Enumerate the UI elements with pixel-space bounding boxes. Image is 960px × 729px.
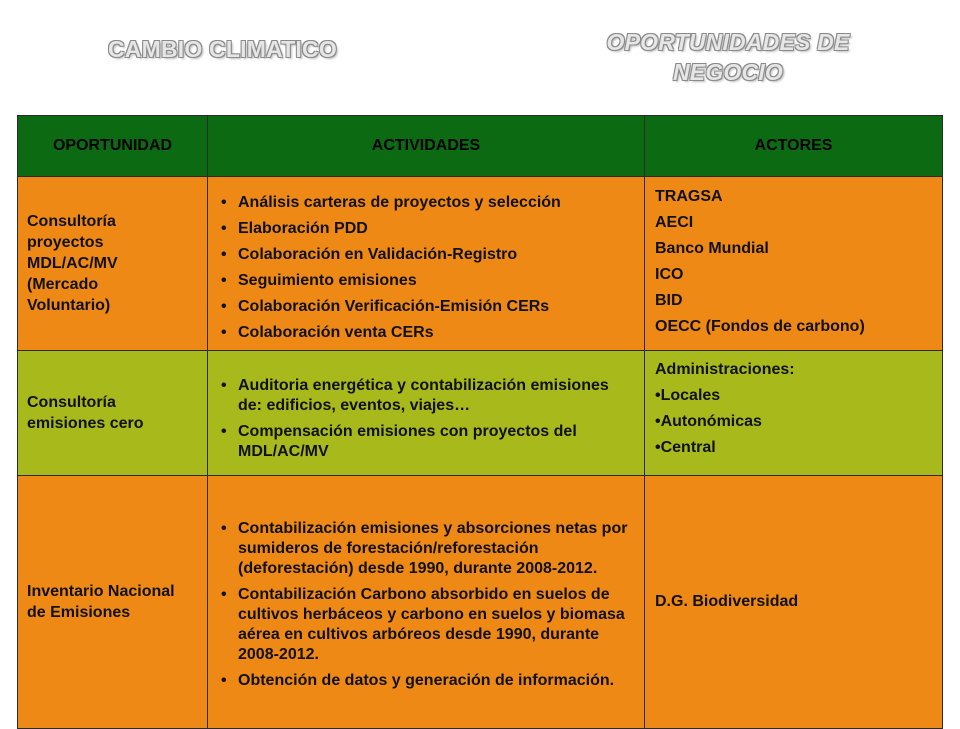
actor-item: Administraciones: — [655, 361, 795, 378]
opportunity-line: (Mercado — [27, 276, 99, 293]
activity-item: • Seguimiento emisiones — [220, 271, 636, 291]
opportunities-table — [17, 115, 943, 729]
column-header-actors: ACTORES — [645, 116, 943, 177]
actors-cell — [645, 351, 943, 476]
opportunity-cell — [18, 351, 208, 476]
subtitle-line-1: OPORTUNIDADES DE — [606, 29, 850, 55]
actor-item: TRAGSA — [655, 188, 723, 205]
table-row — [18, 476, 943, 729]
opportunity-line: de Emisiones — [27, 604, 131, 621]
opportunity-line: MDL/AC/MV — [27, 255, 118, 272]
opportunity-line: proyectos — [27, 234, 104, 251]
page-title: CAMBIO CLIMATICO — [108, 36, 337, 62]
opportunity-line: Voluntario) — [27, 297, 111, 314]
actor-item: ICO — [655, 266, 684, 283]
actor-item: OECC (Fondos de carbono) — [655, 318, 865, 335]
opportunity-cell — [18, 476, 208, 729]
actor-item: •Central — [655, 439, 716, 456]
table-row — [18, 177, 943, 351]
actors-cell — [645, 177, 943, 351]
table-row — [18, 351, 943, 476]
actor-item: D.G. Biodiversidad — [655, 593, 799, 610]
activity-item: • Contabilización Carbono absorbido en suelos de cultivos herbáceos y carbono en suelos y biomasa aérea en cultivos arbóreos desde 1990, durante 2008-2012. — [220, 585, 636, 665]
actor-item: Banco Mundial — [655, 240, 769, 257]
activity-item: • Colaboración venta CERs — [220, 323, 636, 343]
activities-cell — [208, 177, 645, 351]
table-header-row — [18, 116, 943, 177]
opportunity-line: Consultoría — [27, 213, 116, 230]
activities-list — [220, 519, 636, 691]
activities-list — [220, 376, 636, 462]
subtitle-line-2: NEGOCIO — [672, 59, 784, 85]
opportunity-cell — [18, 177, 208, 351]
activity-item: • Obtención de datos y generación de información. — [220, 671, 636, 691]
actors-cell — [645, 476, 943, 729]
opportunity-line: emisiones cero — [27, 415, 144, 432]
activities-list — [220, 193, 636, 343]
page-subtitle — [568, 27, 888, 87]
activity-item: • Elaboración PDD — [220, 219, 636, 239]
opportunity-line: Consultoría — [27, 394, 116, 411]
activities-cell — [208, 351, 645, 476]
activity-item: • Compensación emisiones con proyectos del MDL/AC/MV — [220, 422, 636, 462]
activity-item: • Colaboración Verificación-Emisión CERs — [220, 297, 636, 317]
actor-item: •Locales — [655, 387, 721, 404]
activity-item: • Auditoria energética y contabilización emisiones de: edificios, eventos, viajes… — [220, 376, 636, 416]
actor-item: AECI — [655, 214, 694, 231]
opportunity-line: Inventario Nacional — [27, 583, 175, 600]
column-header-activities: ACTIVIDADES — [208, 116, 645, 177]
activity-item: • Colaboración en Validación-Registro — [220, 245, 636, 265]
actor-item: BID — [655, 292, 683, 309]
activities-cell — [208, 476, 645, 729]
activity-item: • Contabilización emisiones y absorciones netas por sumideros de forestación/reforestación (deforestación) desde 1990, durante 2008-2012. — [220, 519, 636, 579]
activity-item: • Análisis carteras de proyectos y selección — [220, 193, 636, 213]
actor-item: •Autonómicas — [655, 413, 762, 430]
column-header-opportunity: OPORTUNIDAD — [18, 116, 208, 177]
